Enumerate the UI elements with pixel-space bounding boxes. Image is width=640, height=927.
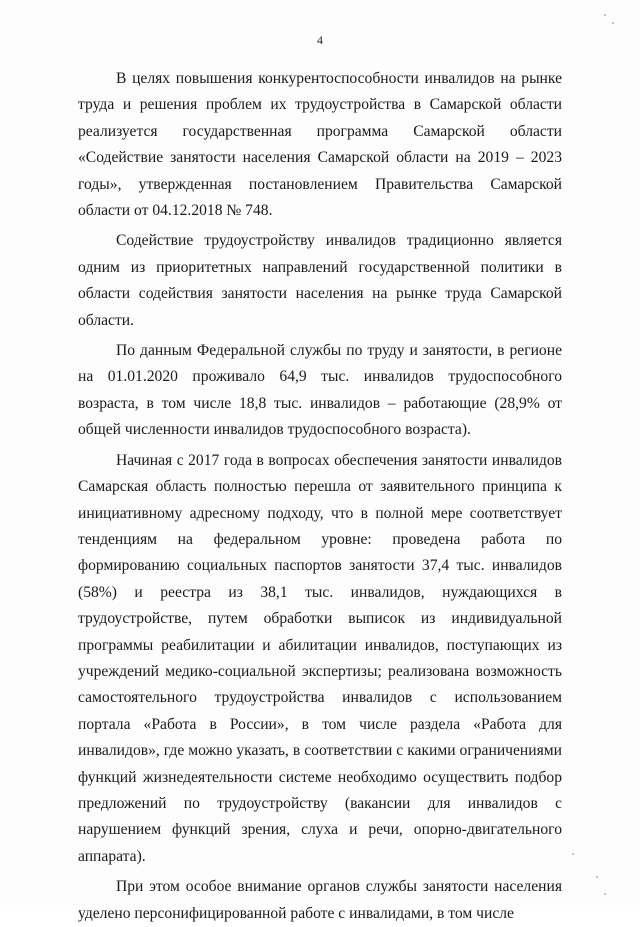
scan-speck: [572, 853, 574, 855]
paragraph-attention: При этом особое внимание органов службы занятости населения уделено персонифицированной работе с инвалидами, в том числе: [78, 878, 562, 922]
scan-speck: [604, 14, 606, 16]
paragraph-priority: Содействие трудоустройству инвалидов традиционно является одним из приоритетных направлений государственной политики в области содействия занятости населения на рынке труда Самарской области.: [78, 232, 562, 329]
scan-speck: [596, 876, 598, 878]
document-body: [78, 66, 562, 927]
scan-speck: [604, 893, 606, 895]
paragraph-program: В целях повышения конкурентоспособности инвалидов на рынке труда и решения проблем их трудоустройства в Самарской области реализуется государственная программа Самарской области «Содействие занятости населения Самарской области на 2019 – 2023 годы», утвержденная постановлением Правительства Самарской области от 04.12.2018 № 748.: [78, 70, 562, 220]
paragraph-approach: Начиная с 2017 года в вопросах обеспечения занятости инвалидов Самарская область полностью перешла от заявительного принципа к инициативному адресному подходу, что в полной мере соответствует тенденциям на федеральном уровне: проведена работа по формированию социальных паспортов занятости 37,4 тыс. инвалидов (58%) и реестра из 38,1 тыс. инвалидов, нуждающихся в трудоустройстве, путем обработки выписок из индивидуальной программы реабилитации и абилитации инвалидов, поступающих из учреждений медико-социальной экспертизы; реализована возможность самостоятельного трудоустройства инвалидов с использованием портала «Работа в России», в том числе раздела «Работа для инвалидов», где можно указать, в соответствии с какими ограничениями функций жизнедеятельности системе необходимо осуществить подбор предложений по трудоустройству (вакансии для инвалидов с нарушением функций зрения, слуха и речи, опорно-двигательного аппарата).: [78, 451, 562, 865]
scan-speck: [612, 22, 614, 24]
page-number: 4: [317, 33, 323, 47]
paragraph-statistics: По данным Федеральной службы по труду и занятости, в регионе на 01.01.2020 проживало 64,9 тыс. инвалидов трудоспособного возраста, в том числе 18,8 тыс. инвалидов – работающие (28,9% от общей численности инвалидов трудоспособного возраста).: [78, 342, 562, 439]
